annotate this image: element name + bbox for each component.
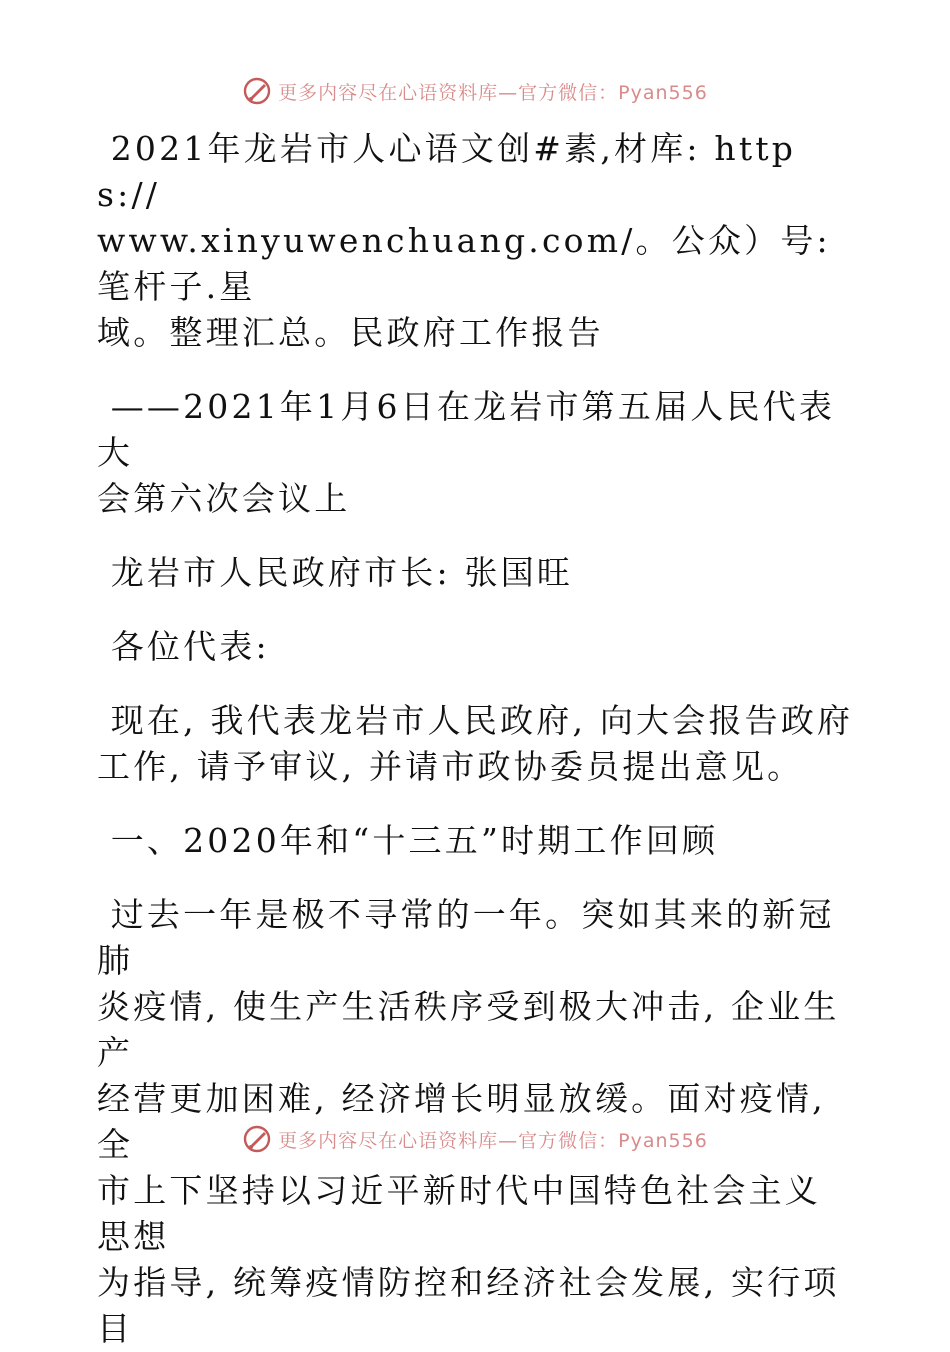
watermark-text: 更多内容尽在心语资料库—官方微信：Pyan556 [278, 1129, 708, 1152]
document-body [97, 126, 857, 1352]
header-watermark [0, 76, 950, 106]
paragraph-title: 2021年龙岩市人心语文创#素,材库: https:// www.xinyuwenchuang.com/。公众）号: 笔杆子.星 域。整理汇总。民政府工作报告 [97, 129, 831, 352]
watermark-text: 更多内容尽在心语资料库—官方微信：Pyan556 [278, 81, 708, 104]
paragraph-author: 龙岩市人民政府市长: 张国旺 [97, 553, 574, 592]
paragraph-intro: 现在, 我代表龙岩市人民政府, 向大会报告政府 工作, 请予审议, 并请市政协委员提出意见。 [97, 701, 854, 786]
paragraph-body: 过去一年是极不寻常的一年。突如其来的新冠肺 炎疫情, 使生产生活秩序受到极大冲击, 企业生产 经营更加困难, 经济增长明显放缓。面对疫情, 全 市上下坚持以习近平新时代中国特色社会主义思想 为指导, 统筹疫情防控和经济社会发展, 实行项目 [97, 895, 840, 1348]
paragraph-salutation: 各位代表: [97, 627, 270, 666]
pen-logo-icon [242, 1124, 272, 1154]
section-heading: 一、2020年和“十三五”时期工作回顾 [97, 821, 719, 860]
pen-logo-icon [242, 76, 272, 106]
footer-watermark [0, 1124, 950, 1154]
paragraph-subtitle: ——2021年1月6日在龙岩市第五届人民代表大 会第六次会议上 [97, 387, 836, 518]
